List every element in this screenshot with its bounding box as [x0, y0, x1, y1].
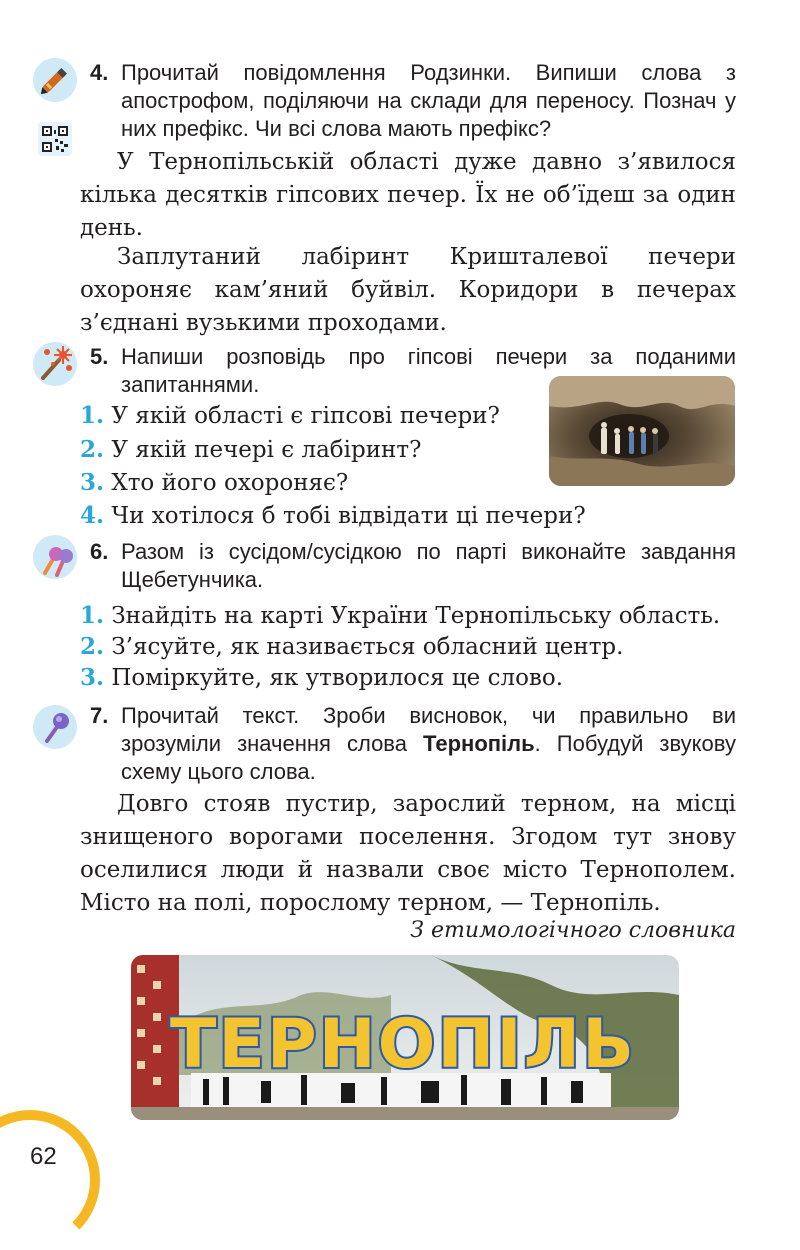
paragraph-text: Довго стояв пустир, зарослий терном, на місці знищеного ворогами поселення. Згодом тут знову оселилися люди й назвали своє місто Тернополем. Місто на полі, порослому терном, — Тернопіль.	[80, 791, 736, 916]
question-item	[80, 399, 500, 433]
task-number: 7.	[90, 703, 109, 728]
page-number: 62	[30, 1143, 57, 1170]
question-number: 3.	[80, 469, 105, 496]
question-number: 2.	[80, 436, 105, 463]
question-number: 4.	[80, 502, 105, 529]
question-text: Хто його охороняє?	[111, 470, 349, 496]
question-text: Чи хотілося б тобі відвідати ці печери?	[111, 503, 586, 529]
item-text: Поміркуйте, як утворилося це слово.	[111, 665, 564, 691]
question-text: У якій області є гіпсові печери?	[111, 403, 500, 429]
item-number: 3.	[80, 664, 105, 691]
task-number: 5.	[90, 344, 109, 369]
text-paragraph	[80, 241, 736, 340]
question-item	[80, 499, 586, 533]
item-text: Знайдіть на карті України Тернопільську область.	[111, 603, 721, 629]
item-number: 1.	[80, 602, 105, 629]
question-number: 1.	[80, 402, 105, 429]
question-text: У якій печері є лабіринт?	[111, 437, 422, 463]
city-sign-text: ТЕРНОПІЛЬ	[170, 1005, 636, 1084]
question-item	[80, 433, 421, 467]
key-word: Тернопіль	[423, 731, 535, 756]
task-number: 4.	[90, 60, 109, 85]
text-paragraph	[80, 146, 736, 245]
item-number: 2.	[80, 633, 105, 660]
text-paragraph	[80, 788, 736, 920]
item-text: З’ясуйте, як називається обласний центр.	[111, 634, 624, 660]
page-corner-decoration	[0, 1110, 100, 1250]
microphone-icon	[33, 705, 77, 749]
task-6	[90, 538, 736, 594]
task-instruction: Прочитай повідомлення Родзинки. Випиши слова з апострофом, поділяючи на склади для переносу. Познач у них префікс. Чи всі слова мають префікс?	[121, 60, 736, 141]
list-item	[80, 661, 563, 695]
task-instruction: Напиши розповідь про гіпсові печери за поданими запитаннями.	[121, 344, 736, 397]
question-item	[80, 466, 348, 500]
task-number: 6.	[90, 539, 109, 564]
ternopil-sign-photo	[131, 955, 679, 1120]
task-7	[90, 702, 736, 786]
task-4	[90, 59, 736, 143]
pen-icon	[33, 58, 77, 102]
text-source: З етимологічного словника	[410, 918, 736, 943]
two-microphones-icon	[33, 535, 77, 579]
list-item	[80, 599, 720, 633]
paragraph-text: Заплутаний лабіринт Кришталевої печери охороняє кам’яний буйвіл. Коридори в печерах з’єднані вузькими проходами.	[80, 244, 736, 336]
cave-photo	[549, 376, 735, 486]
magic-wand-icon	[33, 342, 77, 386]
list-item	[80, 630, 623, 664]
task-instruction: Разом із сусідом/сусідкою по парті виконайте завдання Щебетунчика.	[121, 539, 736, 592]
qr-code-icon[interactable]	[38, 122, 72, 156]
task-instruction: Прочитай текст. Зроби висновок, чи правильно ви зрозуміли значення слова Тернопіль. Побудуй звукову схему цього слова.	[121, 703, 736, 784]
paragraph-text: У Тернопільській області дуже давно з’явилося кілька десятків гіпсових печер. Їх не об’їдеш за один день.	[80, 149, 736, 241]
